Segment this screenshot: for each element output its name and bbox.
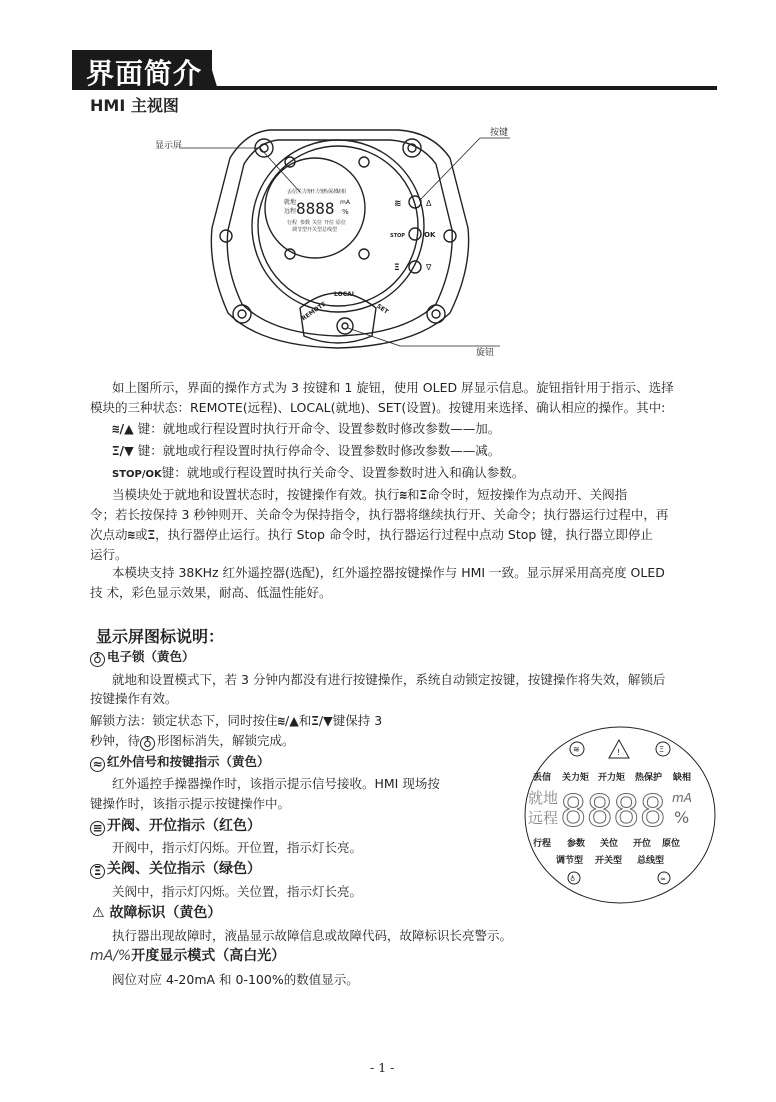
close-indicator-icon: Ξ [90,864,105,879]
section-subtitle: HMI 主视图 [90,96,179,115]
lcd-bottom-label-4: 开位 [324,220,335,226]
close-key-icon: Ξ [311,713,319,728]
svg-text:≋: ≋ [394,199,402,209]
open-indicator-desc: 开阀中，指示灯闪烁。开位置，指示灯长亮。 [112,840,363,855]
lock-icon: ♁ [140,736,155,751]
lcd2-bottom-label-5: 原位 [662,839,681,849]
close-indicator-title: Ξ 关阀、关位指示（绿色） [90,859,261,879]
lcd-top-label-3: 开力矩 [310,189,326,195]
lcd-top-label-4: 热保护 [323,189,339,195]
lcd2-top-label-5: 缺相 [673,773,692,783]
open-key-icon: ≋ [277,713,286,728]
icons-section-title: 显示屏图标说明： [96,627,225,646]
lcd-enlarged-figure [520,722,720,908]
lcd-top-label-2: 关力矩 [297,189,313,195]
paragraph-2-line-1: 当模块处于就地和设置状态时，按键操作有效。执行≋和Ξ命令时，短按操作为点动开、关阀指 [112,487,628,502]
paragraph-3-line-2: 技 术，彩色显示效果，耐高、低温性能好。 [90,585,332,600]
svg-text:♁: ♁ [570,875,576,883]
label-knob: 旋钮 [476,348,495,358]
key-down-description: Ξ/▼ 键：就地或行程设置时执行停命令、设置参数时修改参数——减。 [112,443,501,458]
key-ok-label: OK [424,231,436,239]
label-keys: 按键 [490,128,509,138]
lcd2-unit-ma: mA [672,791,692,805]
mode-title: mA/%开度显示模式（高白光） [90,948,286,964]
svg-text:Ξ: Ξ [394,263,400,273]
ir-title: ≈ 红外信号和按键指示（黄色） [90,752,270,772]
close-key-icon: Ξ [112,443,120,458]
ir-desc-line-2: 键操作时，该指示提示按键操作中。 [90,796,291,811]
unlock-line-2: 秒钟，待 ♁ 形图标消失，解锁完成。 [90,733,295,750]
fault-desc: 执行器出现故障时，液晶显示故障信息或故障代码，故障标识长亮警示。 [112,928,513,943]
svg-text:≈: ≈ [660,875,666,883]
key-stop-label: STOP [390,233,405,239]
paragraph-1-line-1: 如上图所示，界面的操作方式为 3 按键和 1 旋钮，使用 OLED 屏显示信息。旋钮指针用于指示、选择 [112,380,674,395]
lock-desc-line-2: 按键操作有效。 [90,691,178,706]
page-number: - 1 - [370,1060,395,1075]
page-title: 界面简介 [86,57,203,90]
lock-icon: ♁ [90,652,105,667]
lcd2-unit-pct: % [674,808,690,827]
lcd-local-label: 就地 [284,199,297,206]
knob-label-remote: REMOTE [300,300,328,323]
svg-text:!: ! [617,748,621,757]
infrared-icon: ≈ [90,757,105,772]
lcd2-bottom-label-1: 行程 [533,839,552,849]
key-down-label: ∇ [426,263,432,272]
lcd-bottom-label-5: 原位 [336,220,347,226]
key-up-label: Δ [426,199,432,208]
lcd-bottom2-label-1: 调节型 [292,227,308,233]
lcd2-local-label: 就地 [528,789,559,807]
fault-title: ⚠ 故障标识（黄色） [92,905,222,921]
svg-text:≋: ≋ [573,745,580,754]
ir-desc-line-1: 红外遥控手操器操作时，该指示提示信号接收。HMI 现场按 [112,776,440,791]
svg-text:Ξ: Ξ [659,745,665,754]
paragraph-2-line-4: 运行。 [90,547,128,562]
lcd2-bottom-label-4: 开位 [633,839,652,849]
lcd2-bottom2-label-3: 总线型 [637,856,665,866]
warning-icon: ⚠ [92,905,105,921]
lcd2-bottom2-label-2: 开关型 [595,856,623,866]
open-key-icon: ≋ [127,527,136,542]
lcd-remote-label: 远程 [284,208,297,215]
lcd-unit-ma: mA [340,199,350,206]
lock-desc-line-1: 就地和设置模式下，若 3 分钟内都没有进行按键操作，系统自动锁定按键，按键操作将失效，解锁后 [112,672,666,687]
hmi-front-view-figure [150,118,550,358]
close-key-icon: Ξ [147,527,156,542]
knob-label-set: SET [375,302,390,316]
lcd2-top-label-1: 丢信 [533,773,552,783]
unlock-line-1: 解锁方法：锁定状态下，同时按住≋/▲和Ξ/▼键保持 3 [90,713,383,728]
open-key-icon: ≋ [399,487,408,502]
lcd2-top-label-2: 关力矩 [562,773,590,783]
paragraph-2-line-3: 次点动≋或Ξ，执行器停止运行。执行 Stop 命令时，执行器运行过程中点动 Stop 键，执行器立即停止 [90,527,653,542]
lcd-bottom-label-1: 行程 [287,220,298,226]
lcd-bottom-label-3: 关位 [312,220,323,226]
lcd-digits: 8888 [296,199,335,218]
lcd-top-label-5: 缺相 [336,189,347,195]
open-key-icon: ≋ [112,421,120,436]
key-stop-description: STOP/OK键：就地或行程设置时执行关命令、设置参数时进入和确认参数。 [112,465,525,480]
lcd2-bottom2-label-1: 调节型 [556,856,584,866]
lcd-bottom2-label-2: 开关型 [307,227,323,233]
header-rule [212,86,717,90]
open-indicator-title: ≡ 开阀、开位指示（红色） [90,816,261,836]
lcd2-bottom-label-3: 关位 [600,839,619,849]
header-slope [206,50,218,90]
paragraph-3-line-1: 本模块支持 38KHz 红外遥控器(选配)，红外遥控器按键操作与 HMI 一致。显示屏采用高亮度 OLED [112,565,665,580]
lcd2-top-label-4: 热保护 [635,773,663,783]
mode-desc: 阀位对应 4-20mA 和 0-100%的数值显示。 [112,972,359,987]
label-display: 显示屏 [155,141,183,151]
lcd2-remote-label: 远程 [528,809,559,827]
ma-percent-icon: mA/% [90,948,132,964]
lcd-top-label-1: 丢信 [287,189,298,195]
open-indicator-icon: ≡ [90,821,105,836]
lcd-bottom-label-2: 参数 [300,220,311,226]
lcd2-digits: 8888 [560,786,666,837]
lcd2-top-label-3: 开力矩 [598,773,626,783]
lcd-bottom2-label-3: 总线型 [322,227,338,233]
close-indicator-desc: 关阀中，指示灯闪烁。关位置，指示灯长亮。 [112,884,363,899]
lcd2-bottom-label-2: 参数 [567,839,586,849]
paragraph-2-line-2: 令；若长按保持 3 秒钟则开、关命令为保持指令，执行器将继续执行开、关命令；执行器运行过程中，再 [90,507,669,522]
close-key-icon: Ξ [419,487,428,502]
paragraph-1-line-2: 模块的三种状态：REMOTE(远程)、LOCAL(就地)、SET(设置)。按键用来选择、确认相应的操作。其中: [90,400,666,415]
lcd-unit-pct: % [342,208,349,216]
key-up-description: ≋/▲ 键：就地或行程设置时执行开命令、设置参数时修改参数——加。 [112,421,501,436]
knob-label-local: LOCAL [334,291,356,298]
lock-title: ♁ 电子锁（黄色） [90,647,195,667]
